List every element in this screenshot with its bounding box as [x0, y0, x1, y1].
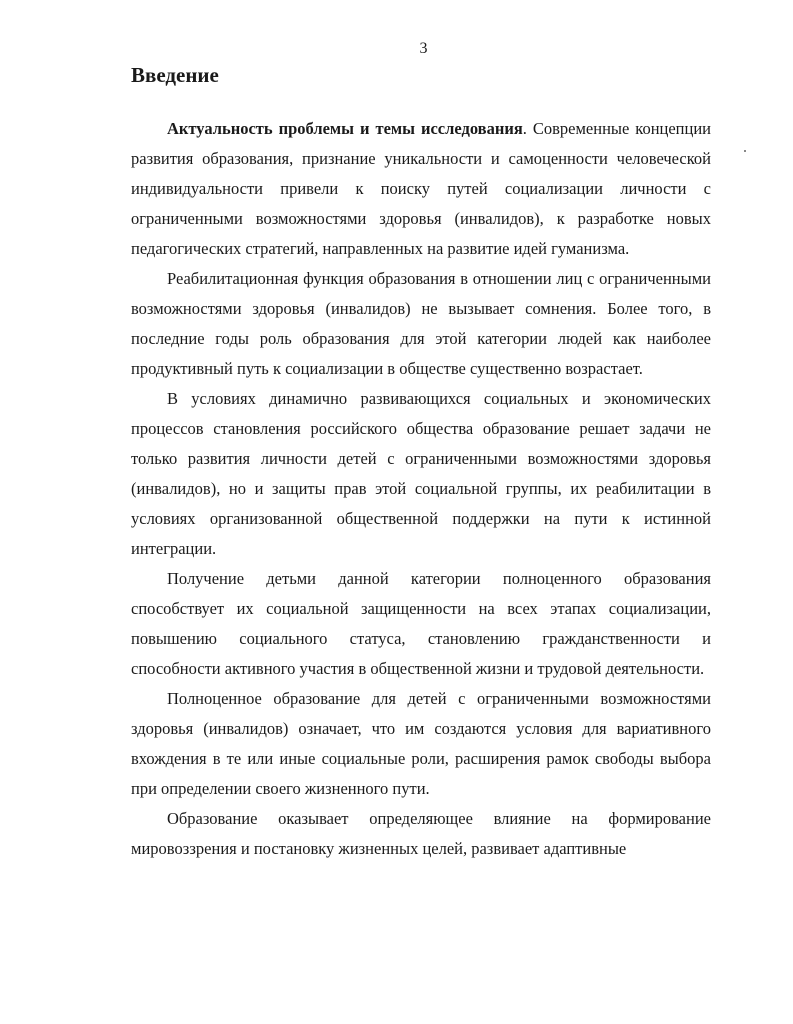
paragraph-rehabilitation: Реабилитационная функция образования в отношении лиц с ограниченными возможностями здоровья (инвалидов) не вызывает сомнения. Более того, в последние годы роль образования для этой категории людей как наиболее продуктивный путь к социализации в обществе существенно возрастает. — [131, 269, 711, 378]
paragraph-full-value-education: Полноценное образование для детей с ограниченными возможностями здоровья (инвалидов) означает, что им создаются условия для вариативного вхождения в те или иные социальные роли, расширения рамок свободы выбора при определении своего жизненного пути. — [131, 689, 711, 798]
paragraph-text: . Современные концепции развития образования, признание уникальности и самоценности человеческой индивидуальности привели к поиску путей социализации личности с ограниченными возможностями здоровья (инвалидов), к разработке новых педагогических стратегий, направленных на развитие идей гуманизма. — [131, 119, 711, 258]
scan-artifact-dot — [744, 150, 746, 152]
paragraph-full-education: Получение детьми данной категории полноценного образования способствует их социальной защищенности на всех этапах социализации, повышению социального статуса, становлению гражданственности и способности активного участия в общественной жизни и трудовой деятельности. — [131, 569, 711, 678]
paragraph-education-influence: Образование оказывает определяющее влияние на формирование мировоззрения и постановку жизненных целей, развивает адаптивные — [131, 809, 711, 858]
document-body — [131, 114, 711, 864]
paragraph-relevance — [131, 114, 711, 264]
paragraph-dynamic-conditions: В условиях динамично развивающихся социальных и экономических процессов становления российского общества образование решает задачи не только развития личности детей с ограниченными возможностями здоровья (инвалидов), но и защиты прав этой социальной группы, их реабилитации в условиях организованной общественной поддержки на пути к истинной интеграции. — [131, 389, 711, 558]
paragraph-lead-bold: Актуальность проблемы и темы исследования — [167, 119, 523, 138]
page-title: Введение — [131, 63, 219, 87]
page-number: 3 — [419, 40, 428, 57]
